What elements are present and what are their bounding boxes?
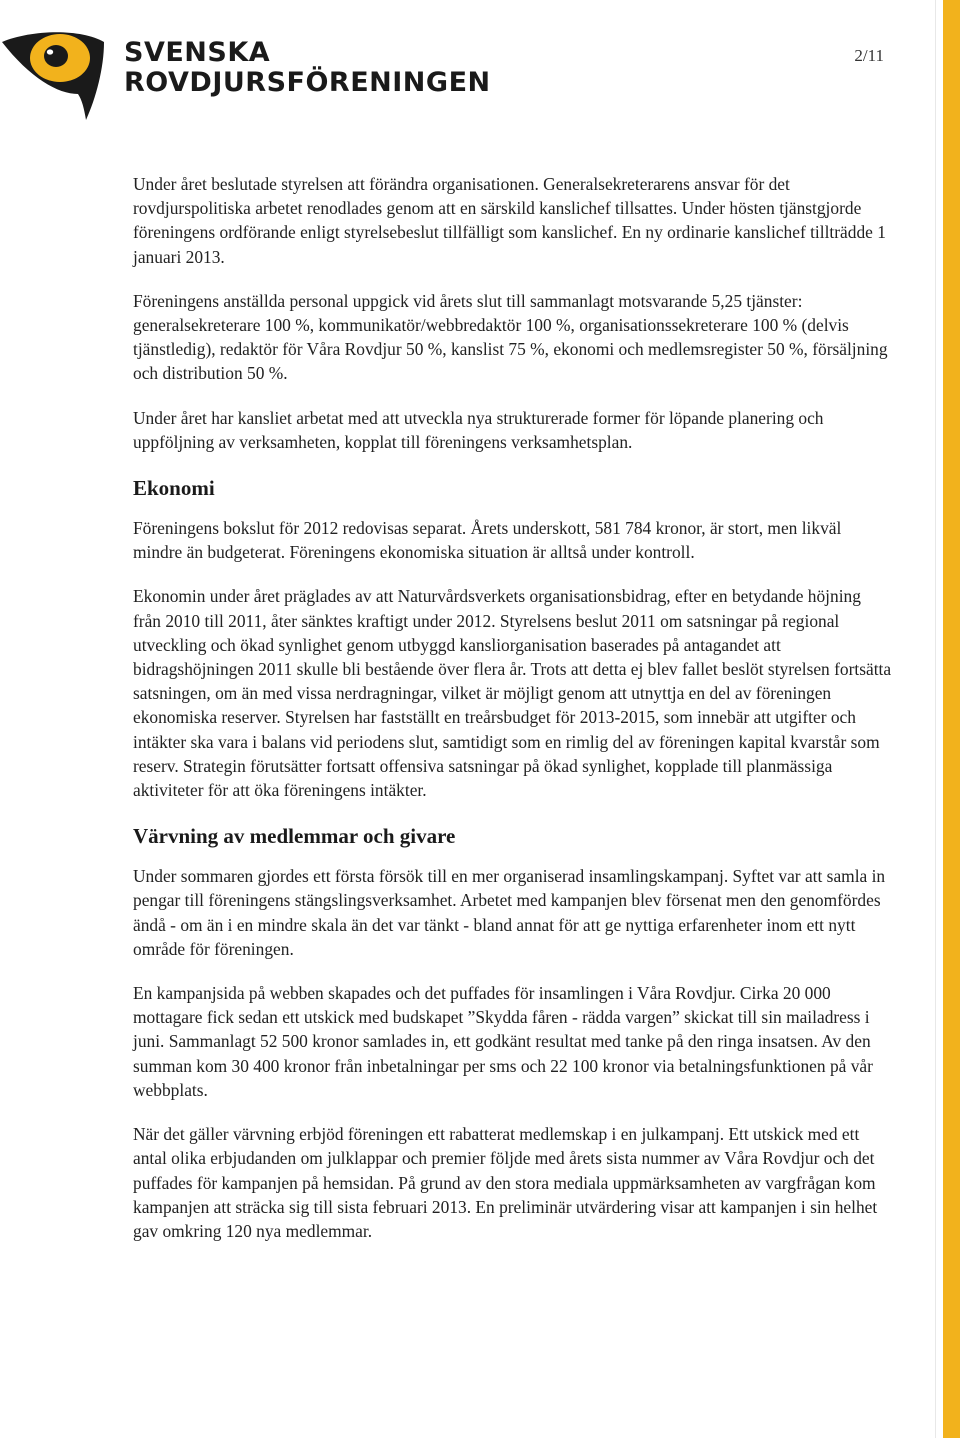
brand-line-1: SVENSKA — [124, 37, 271, 68]
brand-line-2: ROVDJURSFÖRENINGEN — [124, 67, 491, 98]
paragraph-kampanjsida: En kampanjsida på webben skapades och det puffades för insamlingen i Våra Rovdjur. Cirka 20 000 mottagare fick sedan ett utskick med budskapet ”Skydda fåren - rädda vargen” skickat till sin mailadress i juni. Sammanlagt 52 500 kronor samlades in, ett godkänt resultat med tanke på den ringa insatsen. Av den summan kom 30 400 kronor från inbetalningar per sms och 22 100 kronor via betalningsfunktionen på vår webbplats. — [133, 983, 873, 1100]
page-number: 2/11 — [854, 46, 884, 65]
paragraph-julkampanj: När det gäller värvning erbjöd föreningen ett rabatterat medlemskap i en julkampanj. Ett utskick med ett antal olika erbjudanden om julklappar och premier följde med årets sista nummer av Våra Rovdjur och det puffades för kampanjen på hemsidan. På grund av den stora mediala uppmärksamheten av vargfrågan kom kampanjen att sträcka sig till sista februari 2013. En preliminär utvärdering visar att kampanjen i sin helhet gav omkring 120 nya medlemmar. — [133, 1124, 878, 1241]
paragraph-kansliet: Under året har kansliet arbetat med att utveckla nya strukturerade former för löpande planering och uppföljning av verksamheten, kopplat till föreningens verksamhetsplan. — [133, 407, 824, 452]
paragraph-organisation: Under året beslutade styrelsen att förändra organisationen. Generalsekreterarens ansvar för det rovdjurspolitiska arbetet renodlades genom att en särskild kanslichef tillsattes. Under hösten tjänstgjorde föreningens ordförande enligt styrelsebeslut tillfälligt som kanslichef. En ny ordinarie kanslichef tillträdde 1 januari 2013. — [133, 174, 886, 267]
brand-name — [124, 38, 491, 98]
eye-icon — [0, 28, 112, 124]
heading-ekonomi: Ekonomi — [133, 476, 215, 501]
page-edge-line — [935, 0, 936, 1438]
paragraph-insamling: Under sommaren gjordes ett första försök till en mer organiserad insamlingskampanj. Syftet var att samla in pengar till föreningens stängslingsverksamhet. Arbetet med kampanjen blev försenat men den genomfördes ändå - om än i en mindre skala än det var tänkt - bland annat för att ge nyttiga erfarenheter inom ett nytt område för föreningen. — [133, 866, 886, 959]
paragraph-personal: Föreningens anställda personal uppgick vid årets slut till sammanlagt motsvarande 5,25 tjänster: generalsekreterare 100 %, kommunikatör/webbredaktör 100 %, organisationssekreterare 100 % (delvis tjänstledig), redaktör för Våra Rovdjur 50 %, kanslist 75 %, ekonomi och medlemsregister 50 %, försäljning och distribution 50 %. — [133, 290, 888, 384]
page-edge-accent-bar — [943, 0, 960, 1438]
paragraph-bokslut: Föreningens bokslut för 2012 redovisas separat. Årets underskott, 581 784 kronor, är stort, men likväl mindre än budgeterat. Föreningens ekonomiska situation är alltså under kontroll. — [133, 518, 842, 563]
paragraph-ekonomin: Ekonomin under året präglades av att Naturvårdsverkets organisationsbidrag, efter en betydande höjning från 2010 till 2011, åter sänktes kraftigt under 2012. Styrelsens beslut 2011 om satsningar på regional utveckling och ökad synlighet genom utbyggd kansliorganisation baserades på antagandet att bidragshöjningen 2011 skulle bli bestående över flera år. Trots att detta ej blev fallet beslöt styrelsen fortsätta satsningen, om än med vissa nerdragningar, vilket är möjligt genom att utnyttja en del av föreningen ekonomiska reserver. Styrelsen har fastställt en treårsbudget för 2013-2015, som innebär att utgifter och intäkter ska vara i balans vid periodens slut, samtidigt som en rimlig del av föreningen kapital kvarstår som reserv. Strategin förutsätter fortsatt offensiva satsningar på ökad synlighet, kopplade till planmässiga aktiviteter för att öka föreningens intäkter. — [133, 586, 892, 801]
header-logo — [0, 28, 491, 124]
heading-varvning: Värvning av medlemmar och givare — [133, 824, 456, 849]
document-body — [133, 172, 893, 1263]
